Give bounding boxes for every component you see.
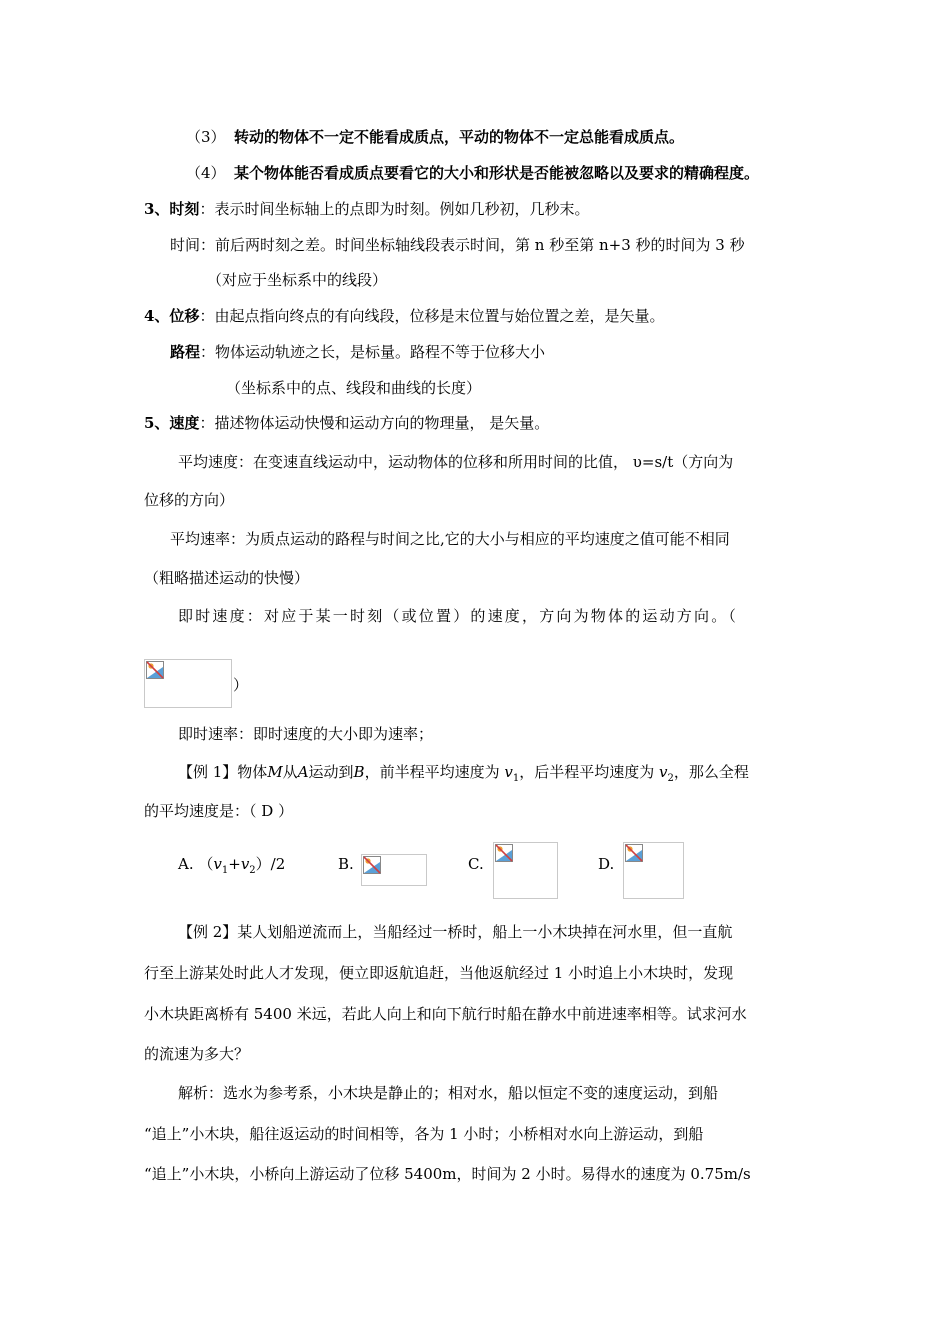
option-a-v2-subscript: 2 [249,865,256,876]
item-4-text: 某个物体能否看成质点要看它的大小和形状是否能被忽略以及要求的精确程度。 [234,164,760,182]
section-3-heading: 3、时刻 [144,200,200,218]
broken-image-icon [363,856,381,874]
average-velocity-line-1: 平均速度：在变速直线运动中，运动物体的位移和所用时间的比值， υ=s/t（方向为 [178,453,734,471]
var-v1-subscript: 1 [512,773,520,784]
option-a [178,854,285,881]
example-1-text-e: ，后半程平均速度为 [519,763,659,781]
section-5-text: ：描述物体运动快慢和运动方向的物理量， 是矢量。 [199,414,550,432]
example-2-line-1: 【例 2】某人划船逆流而上，当船经过一桥时，船上一小木块掉在河水里，但一直航 [178,923,733,941]
path-line [170,342,545,362]
instant-velocity-close-paren: ） [233,676,249,694]
example-1-line-1 [178,762,749,789]
instant-velocity-line: 即时速度：对应于某一时刻（或位置）的速度，方向为物体的运动方向。（ [178,607,739,625]
example-2-line-2: 行至上游某处时此人才发现，便立即返航追赶，当他返航经过 1 小时追上小木块时，发现 [144,964,734,982]
option-d-broken-image [623,842,684,899]
section-5-line [144,413,549,433]
example-1-text-a: 【例 1】物体 [178,763,268,781]
example-2-line-4: 的流速为多大？ [144,1045,250,1063]
path-note: （坐标系中的点、线段和曲线的长度） [226,379,482,397]
broken-image-formula [144,659,232,708]
time-definition: 时间：前后两时刻之差。时间坐标轴线段表示时间，第 n 秒至第 n+3 秒的时间为 3 秒 [170,236,745,254]
path-heading: 路程 [170,343,201,361]
section-3-line [144,199,589,219]
var-v1: v [504,763,513,781]
average-speed-line-1: 平均速率：为质点运动的路程与时间之比,它的大小与相应的平均速度之值可能不相同 [170,530,730,548]
example-1-text-b: 从 [282,763,298,781]
option-a-v1-subscript: 1 [221,865,229,876]
example-2-line-3: 小木块距离桥有 5400 米远，若此人向上和向下航行时船在静水中前进速率相等。试求河水 [144,1005,747,1023]
example-1-text-f: ，那么全程 [673,763,749,781]
option-c-broken-image [493,842,558,899]
option-a-plus: + [228,855,241,873]
item-3-text: 转动的物体不一定不能看成质点，平动的物体不一定总能看成质点。 [234,128,685,146]
example-1-text-d: ，前半程平均速度为 [364,763,505,781]
option-a-v2: v [240,855,250,873]
broken-image-icon [146,661,164,679]
option-a-v1: v [213,855,222,873]
example-1-text-c: 运动到 [308,763,354,781]
time-note: （对应于坐标系中的线段） [207,271,388,289]
average-speed-line-2: （粗略描述运动的快慢） [144,569,310,587]
broken-image-icon [495,844,513,862]
example-1-line-2: 的平均速度是：（ D ） [144,802,294,820]
section-3-text: ：表示时间坐标轴上的点即为时刻。例如几秒初，几秒末。 [199,200,590,218]
solution-line-1: 解析：选水为参考系，小木块是静止的；相对水，船以恒定不变的速度运动，到船 [178,1084,719,1102]
item-3-number: （3） [186,128,226,146]
section-4-text: ：由起点指向终点的有向线段，位移是末位置与始位置之差，是矢量。 [199,307,665,325]
var-v2: v [659,763,668,781]
option-d-label: D. [598,855,615,873]
option-b-label: B. [338,855,354,873]
section-5-heading: 5、速度 [144,414,200,432]
option-a-suffix: ）/2 [255,855,286,873]
instant-speed-line: 即时速率：即时速度的大小即为速率； [178,725,434,743]
section-4-heading: 4、位移 [144,307,200,325]
item-4-number: （4） [186,164,226,182]
option-b-broken-image [361,854,427,886]
path-text: ：物体运动轨迹之长，是标量。路程不等于位移大小 [200,343,546,361]
var-v2-subscript: 2 [667,773,674,784]
solution-line-2: “追上”小木块，船往返运动的时间相等，各为 1 小时；小桥相对水向上游运动，到船 [144,1125,704,1143]
solution-line-3: “追上”小木块，小桥向上游运动了位移 5400m，时间为 2 小时。易得水的速度为 0.75m/s [144,1165,751,1183]
var-M: M [267,763,283,781]
section-4-line [144,306,664,326]
broken-image-icon [625,844,643,862]
var-B: B [353,763,365,781]
var-A: A [297,763,309,781]
average-velocity-line-2: 位移的方向） [144,491,235,509]
option-c-label: C. [468,855,484,873]
option-a-prefix: A. （ [178,855,214,873]
